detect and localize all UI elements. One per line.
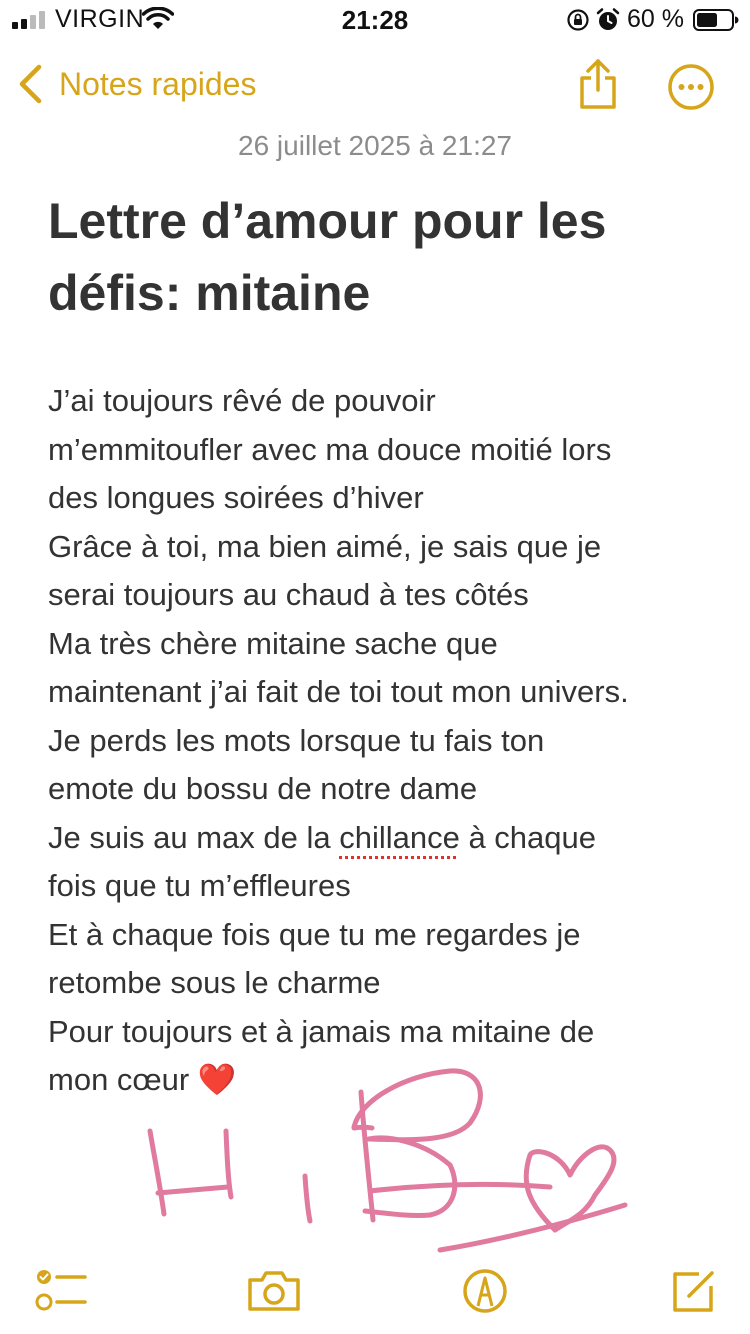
misspelled-word[interactable]: chillance — [339, 819, 460, 855]
status-bar — [0, 0, 750, 40]
battery-percent: 60 % — [627, 5, 684, 33]
heart-emoji: ❤️ — [197, 1062, 237, 1097]
chevron-left-icon — [17, 64, 43, 104]
checklist-icon[interactable] — [35, 1268, 87, 1312]
body-line: des longues soirées d’hiver — [48, 480, 424, 515]
carrier-label: VIRGIN — [55, 5, 145, 33]
bottom-toolbar — [0, 1260, 750, 1320]
body-line: serai toujours au chaud à tes côtés — [48, 577, 529, 612]
body-line: Pour toujours et à jamais ma mitaine de — [48, 1013, 595, 1049]
body-line: Je perds les mots lorsque tu fais ton — [48, 722, 545, 758]
navigation-bar — [0, 55, 750, 115]
body-line: Grâce à toi, ma bien aimé, je sais que je — [48, 528, 602, 564]
body-line: emote du bossu de notre dame — [48, 771, 478, 806]
body-line: Ma très chère mitaine sache que — [48, 625, 498, 661]
share-icon[interactable] — [576, 58, 620, 110]
body-line — [48, 814, 718, 863]
body-line: maintenant j’ai fait de toi tout mon univers. — [48, 674, 629, 709]
body-line: fois que tu m’effleures — [48, 868, 351, 903]
body-text: Je suis au max de la — [48, 819, 340, 855]
note-date: 26 juillet 2025 à 21:27 — [238, 130, 512, 161]
body-text: à chaque — [459, 819, 596, 855]
battery-icon — [693, 9, 739, 31]
alarm-icon — [595, 7, 621, 33]
note-title[interactable]: Lettre d’amour pour les défis: mitaine — [48, 193, 607, 321]
more-icon[interactable] — [667, 63, 715, 111]
status-time: 21:28 — [341, 5, 409, 35]
handwritten-drawing[interactable] — [140, 1055, 640, 1260]
body-line: Et à chaque fois que tu me regardes je — [48, 916, 581, 952]
note-body[interactable] — [48, 377, 718, 1105]
body-line: retombe sous le charme — [48, 965, 381, 1000]
body-text: mon cœur — [48, 1062, 198, 1097]
back-label: Notes rapides — [59, 66, 257, 102]
camera-icon[interactable] — [246, 1268, 302, 1312]
rotation-lock-icon — [566, 8, 590, 32]
body-line: m’emmitoufler avec ma douce moitié lors — [48, 431, 612, 467]
markup-icon[interactable] — [462, 1268, 508, 1314]
compose-icon[interactable] — [671, 1268, 717, 1314]
body-line: J’ai toujours rêvé de pouvoir — [48, 383, 436, 418]
